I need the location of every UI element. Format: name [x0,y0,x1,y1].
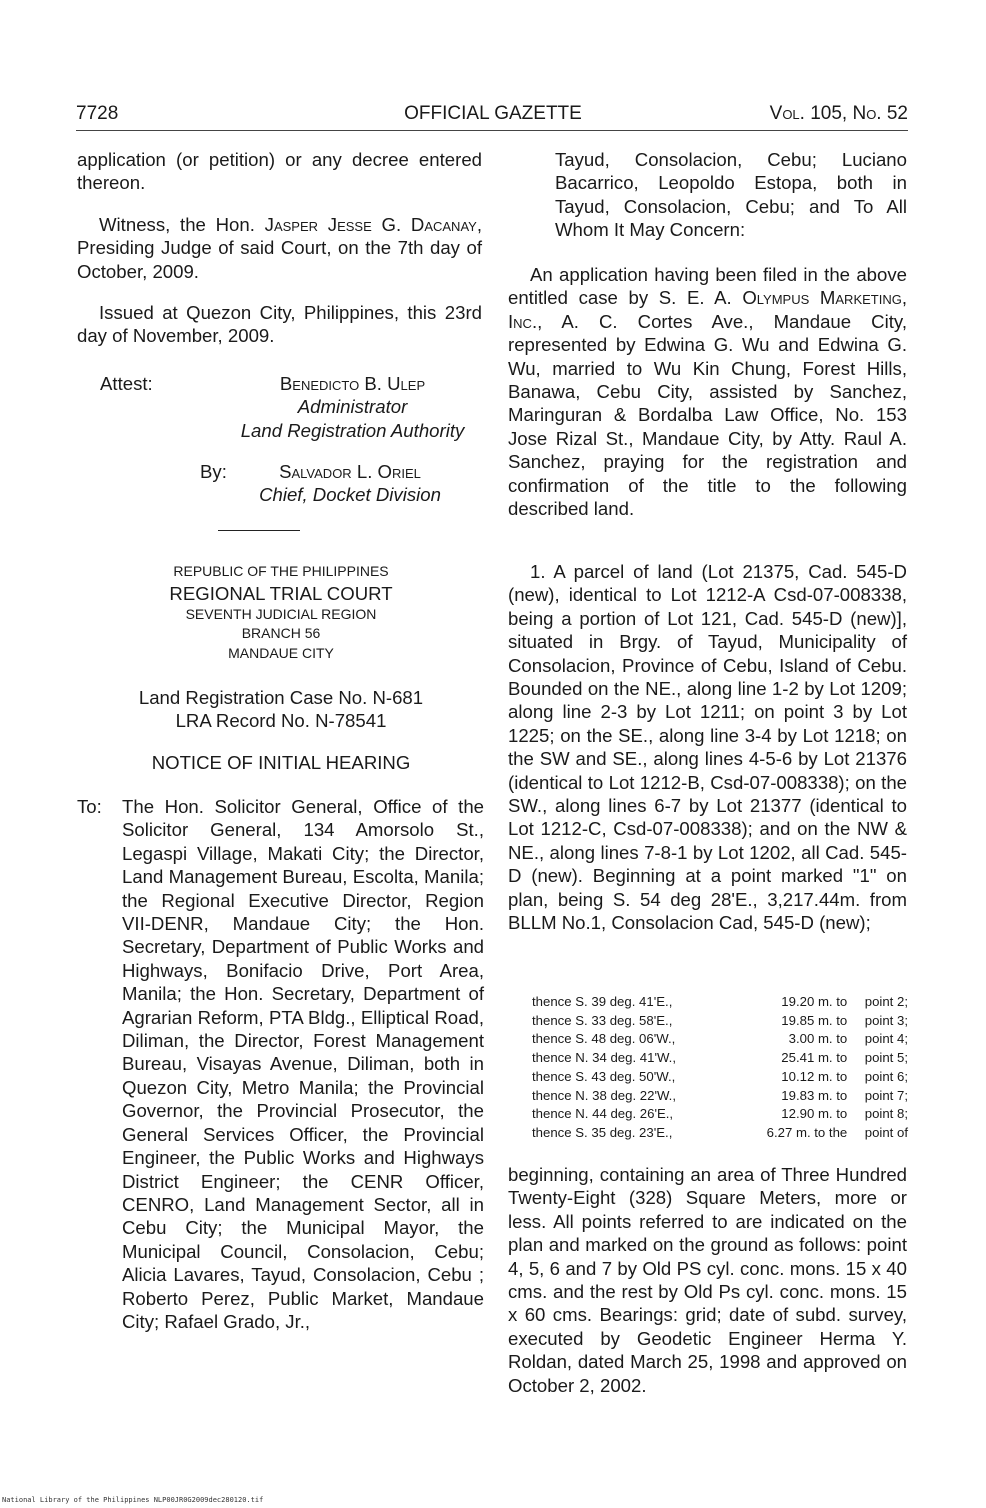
bearing-row [532,1068,908,1087]
city-line: MANDAUE CITY [228,644,334,661]
bearing-direction: thence S. 35 deg. 23'E., [532,1124,673,1140]
notice-heading [77,562,485,663]
closing-paragraph: beginning, containing an area of Three Hundred Twenty-Eight (328) Square Meters, more or less. All points referred to are indicated on the plan and marked on the ground as follows: point 4, 5, 6 and 7 by Old PS cyl. conc. mons. 15 x 40 cms. and the rest by Old Ps cyl. conc. mons. 15 x 60 cms. Bearings: grid; date of subd. survey, executed by Geodetic Engineer Herma Y. Roldan, dated March 25, 1998 and approved on October 2, 2002. [508,1164,907,1396]
company-name: Olympus Marketing, Inc. [508,287,908,332]
court-line: REGIONAL TRIAL COURT [169,582,393,604]
case-block [77,686,485,733]
bearings-table [532,993,908,1143]
by-title: Chief, Docket Division [259,484,441,506]
section-divider [218,530,300,531]
attest-agency: Land Registration Authority [240,419,465,441]
attest-name: Benedicto B. Ulep [279,373,426,394]
by-label: By: [200,461,227,482]
left-column [77,148,482,348]
bearing-row [532,1012,908,1031]
bearing-direction: thence S. 48 deg. 06'W., [532,1031,676,1047]
bearing-point: point 4; [864,1031,908,1047]
bearing-distance: 19.83 m. to [781,1087,848,1103]
to-label: To: [77,796,102,817]
publication-title: OFFICIAL GAZETTE [404,103,582,124]
issued-paragraph: Issued at Quezon City, Philippines, this 23rd day of November, 2009. [77,302,482,347]
bearing-direction: thence N. 44 deg. 26'E., [532,1106,674,1122]
to-addressees: The Hon. Solicitor General, Office of the Solicitor General, 134 Amorsolo St., Legaspi Village, Makati City; the Director, Land Management Bureau, Escolta, Manila; the Regional Executive Director, Region VII-DENR, Mandaue City; the Hon. Secretary, Department of Public Works and Highways, Bonifacio Drive, Port Area, Manila; the Hon. Secretary, Department of Agrarian Reform, PTA Bldg., Elliptical Road, Diliman, the Director, Forest Management Bureau, Visayas Avenue, Diliman, both in Quezon City, Metro Manila; the Provincial Governor, the Provincial Prosecutor, the General Services Officer, the Provincial Engineer, the Public Works and Highways District Engineer; the CENR Officer, CENRO, Land Management Sector, all in Cebu City; the Municipal Mayor, the Municipal Council, Consolacion, Cebu; Alicia Lavares, Tayud, Consolacion, Cebu ; Roberto Perez, Public Market, Mandaue City; Rafael Grado, Jr., [122,796,484,1332]
by-name: Salvador L. Oriel [279,461,421,482]
bearing-row [532,993,908,1012]
by-block [240,460,460,507]
bearing-distance: 3.00 m. to [788,1031,848,1047]
bearing-direction: thence N. 38 deg. 22'W., [532,1087,677,1103]
bearing-direction: thence N. 34 deg. 41'W., [532,1050,677,1066]
bearing-row [532,1124,908,1143]
bearing-point: point 2; [864,994,908,1009]
bearing-direction: thence S. 33 deg. 58'E., [532,1012,673,1028]
bearing-distance: 19.20 m. to [781,994,848,1009]
bearing-direction: thence S. 39 deg. 41'E., [532,994,673,1009]
case-number: Land Registration Case No. N-681 [138,687,424,708]
judge-name: Jasper Jesse G. Dacanay [264,213,477,235]
parcel-paragraph: 1. A parcel of land (Lot 21375, Cad. 545-D (new), identical to Lot 1212-A Csd-07-008338, being a portion of Lot 121, Cad. 545-D (new)], situated in Brgy. of Tayud, Municipality of Consolacion, Province of Cebu, Island of Cebu. Bounded on the NE., along line 1-2 by Lot 1209; along line 2-3 by Lot 1211; on point 3 by Lot 1225; on the SE., along line 3-4 by Lot 1218; on the SW and SE., along lines 4-5-6 by Lot 21376 (identical to Lot 1212-B, Csd-07-008338); on the SW., along lines 6-7 by Lot 21377 (identical to Lot 1212-C, Csd-07-008338); and on the NW & NE., along lines 7-8-1 by Lot 1202, all Cad. 545-D (new). Beginning at a point marked "1" on plan, being S. 54 deg 28'E., 3,217.44m. from BLLM No.1, Consolacion Cad, 545-D (new); [508,561,907,934]
bearing-row [532,1049,908,1068]
bearing-distance: 6.27 m. to the [766,1124,848,1140]
bearing-point: point 7; [864,1087,908,1103]
attest-title: Administrator [297,396,408,418]
bearing-row [532,1105,908,1124]
bearing-direction: thence S. 43 deg. 50'W., [532,1068,676,1084]
bearing-distance: 10.12 m. to [781,1068,848,1084]
republic-line: REPUBLIC OF THE PHILIPPINES [173,563,389,579]
bearing-point: point 3; [864,1012,908,1028]
header-rule [76,130,908,131]
witness-paragraph: Witness, the Hon. Jasper Jesse G. Dacanay, Presiding Judge of said Court, on the 7th day of October, 2009. [77,213,482,282]
bearing-distance: 12.90 m. to [781,1106,848,1122]
to-continued: Tayud, Consolacion, Cebu; Luciano Bacarrico, Leopoldo Estopa, both in Tayud, Consolacion, Cebu; and To All Whom It May Concern: [555,149,907,241]
bearing-distance: 19.85 m. to [781,1012,848,1028]
bearing-point: point 8; [864,1106,908,1122]
application-paragraph: An application having been filed in the above entitled case by S. E. A. Olympus Marketing, Inc., A. C. Cortes Ave., Mandaue City, represented by Edwina G. Wu and Edwina G. Wu, married to Wu Kin Chung, Forest Hills, Banawa, Cebu City, assisted by Sanchez, Maringuran & Bordalba Law Office, No. 153 Jose Rizal St., Mandaue City, by Atty. Raul A. Sanchez, praying for the registration and confirmation of the title to the following described land. [508,264,908,520]
bearing-row [532,1030,908,1049]
notice-title: NOTICE OF INITIAL HEARING [151,752,411,773]
attest-block [220,372,485,442]
volume-number: Vol. 105, No. 52 [769,103,908,124]
attest-label: Attest: [100,373,153,394]
continuation-paragraph: application (or petition) or any decree entered thereon. [77,149,482,194]
page-number: 7728 [76,103,119,124]
bearing-distance: 25.41 m. to [781,1050,848,1066]
bearing-point: point 5; [864,1050,908,1066]
branch-line: BRANCH 56 [241,625,321,642]
bearing-point: point 6; [864,1068,908,1084]
bearing-point: point of [864,1124,908,1140]
bearing-row [532,1087,908,1106]
lra-record: LRA Record No. N-78541 [175,710,387,732]
region-line: SEVENTH JUDICIAL REGION [185,605,377,622]
scan-footer: National Library of the Philippines NLP00JR0G2009dec280120.tif [2,1496,264,1504]
